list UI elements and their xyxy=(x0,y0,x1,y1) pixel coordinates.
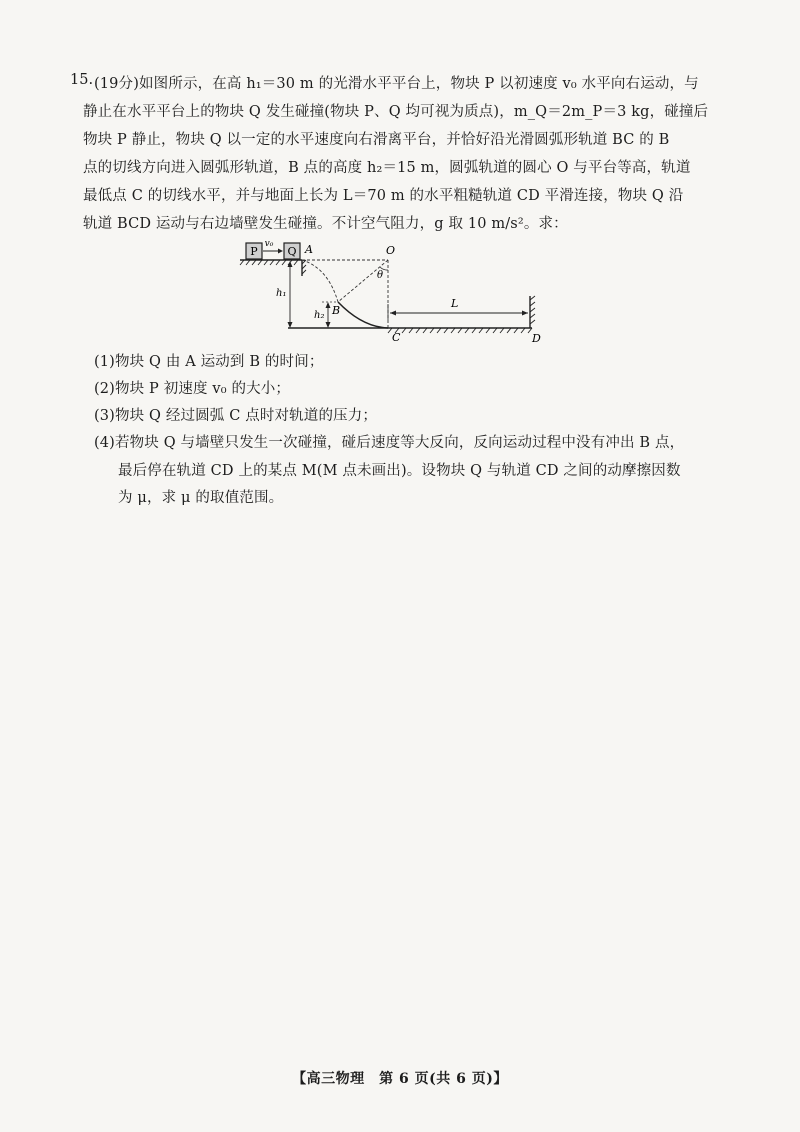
point-o-label: O xyxy=(386,244,396,257)
subquestion-4-line-2: 最后停在轨道 CD 上的某点 M(M 点未画出)。设物块 Q 与轨道 CD 之间的动摩擦因数 xyxy=(118,463,681,479)
physics-diagram xyxy=(236,238,548,346)
block-p-label: P xyxy=(250,245,258,258)
ground-hatch xyxy=(388,328,532,333)
theta-label: θ xyxy=(377,270,384,281)
question-line-3: 物块 P 静止，物块 Q 以一定的水平速度向右滑离平台，并恰好沿光滑圆弧形轨道 BC 的 B xyxy=(83,132,670,148)
point-d-label: D xyxy=(532,332,541,345)
subquestion-2: (2)物块 P 初速度 v₀ 的大小； xyxy=(94,381,291,397)
dashed-ob xyxy=(338,260,388,302)
question-line-6: 轨道 BCD 运动与右边墙壁发生碰撞。不计空气阻力，g 取 10 m/s²。求： xyxy=(83,216,568,232)
point-c-label: C xyxy=(392,331,401,344)
subquestion-4-line-1: (4)若物块 Q 与墙壁只发生一次碰撞，碰后速度等大反向，反向运动过程中没有冲出 B 点， xyxy=(94,435,685,451)
question-line-1: (19分)如图所示，在高 h₁＝30 m 的光滑水平平台上，物块 P 以初速度 v₀ 水平向右运动，与 xyxy=(94,76,699,92)
subquestion-1: (1)物块 Q 由 A 运动到 B 的时间； xyxy=(94,354,324,370)
right-wall-hatch xyxy=(530,296,535,324)
page-footer: 【高三物理 第 6 页(共 6 页)】 xyxy=(292,1071,508,1087)
point-b-label: B xyxy=(332,304,341,317)
question-line-4: 点的切线方向进入圆弧形轨道，B 点的高度 h₂＝15 m，圆弧轨道的圆心 O 与平台等高，轨道 xyxy=(83,160,691,176)
h2-label: h₂ xyxy=(314,310,325,321)
projectile-path xyxy=(302,260,338,302)
h1-label: h₁ xyxy=(276,288,287,299)
block-q-label: Q xyxy=(287,245,297,258)
arc-bc xyxy=(338,302,388,328)
subquestion-4-line-3: 为 μ，求 μ 的取值范围。 xyxy=(118,490,284,506)
question-line-2: 静止在水平平台上的物块 Q 发生碰撞(物块 P、Q 均可视为质点)，m_Q＝2m_P＝3 kg，碰撞后 xyxy=(83,104,709,120)
question-number: 15. xyxy=(70,72,94,88)
question-line-5: 最低点 C 的切线水平，并与地面上长为 L＝70 m 的水平粗糙轨道 CD 平滑连接，物块 Q 沿 xyxy=(83,188,684,204)
l-label: L xyxy=(451,297,459,310)
point-a-label: A xyxy=(305,243,313,256)
subquestion-3: (3)物块 Q 经过圆弧 C 点时对轨道的压力； xyxy=(94,408,378,424)
v0-label: v₀ xyxy=(264,239,274,249)
